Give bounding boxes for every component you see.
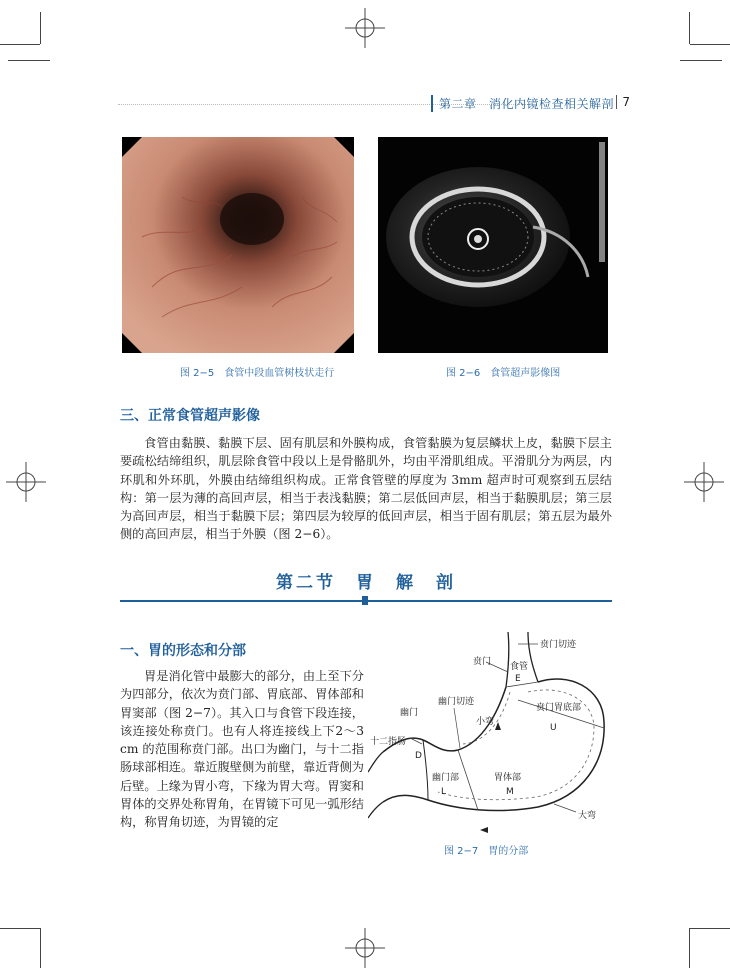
running-header [118,94,630,116]
crop-mark [690,44,730,45]
crop-mark [0,928,40,929]
crop-mark [8,60,50,61]
crop-mark [689,12,690,44]
figure-caption: 图 2−6 食管超声影像图 [446,368,561,379]
body-paragraph [120,667,364,832]
section-title-block [120,568,612,608]
crop-mark [689,928,690,968]
stomach-diagram [368,632,616,836]
crop-mark [40,12,41,44]
chapter-title: 第二章 消化内镜检查相关解剖 [431,95,614,112]
page-number: 7 [616,95,630,109]
label-u: U [550,723,557,733]
registration-mark [345,8,385,48]
label-esophagus: 食管 [510,662,529,672]
crop-mark [680,60,722,61]
endoscopy-photo [122,137,354,353]
label-cardiac-notch: 贲门切迹 [540,640,577,650]
registration-mark [6,462,46,502]
label-pylorus: 幽门 [400,708,419,718]
label-greater-curvature: 大弯 [578,811,597,821]
label-l: L [441,787,447,797]
crop-mark [40,928,41,968]
section-heading: 一、胃的形态和分部 [120,643,246,659]
label-m: M [506,787,514,797]
crop-mark [690,928,730,929]
figure-caption: 图 2−7 胃的分部 [444,846,529,857]
label-angular-notch: 幽门切迹 [438,697,475,707]
label-cardia-fundus: 贲门胃底部 [536,703,582,713]
figure-caption: 图 2−5 食管中段血管树枝状走行 [180,368,335,379]
body-paragraph [120,434,612,544]
crop-mark [0,44,40,45]
label-e: E [515,674,521,684]
registration-mark [345,928,385,968]
section-rule-marker [362,596,368,605]
label-cardia: 贲门 [473,657,492,667]
label-d: D [415,751,422,761]
label-duodenum: 十二指肠 [370,737,407,747]
paragraph-text: 胃是消化管中最膨大的部分，由上至下分为四部分，依次为贲门部、胃底部、胃体部和胃窦部（图 2−7）。其入口与食管下段连接，该连接处称贲门。也有人将连接线上下2～3 cm 的范围称贲门部。出口为幽门，与十二指肠球部相连。靠近腹壁侧为前壁，靠近背侧为后壁。上缘为胃小弯，下缘为胃大弯。胃窦和胃体的交界处称胃角，在胃镜下可见一弧形结构，称胃角切迹，为胃镜的定 [120,669,364,830]
section-heading: 三、正常食管超声影像 [120,408,260,424]
paragraph-text: 食管由黏膜、黏膜下层、固有肌层和外膜构成，食管黏膜为复层鳞状上皮，黏膜下层主要疏松结缔组织，肌层除食管中段以上是骨骼肌外，均由平滑肌组成。平滑肌分为两层，内环肌和外环肌，外膜由结缔组织构成。正常食管壁的厚度为 3mm 超声时可观察到五层结构：第一层为薄的高回声层，相当于表浅黏膜；第二层低回声层，相当于黏膜肌层；第三层为高回声层，相当于黏膜下层；第四层为较厚的低回声层，相当于固有肌层；第五层为最外侧的高回声层，相当于外膜（图 2−6）。 [120,436,612,542]
registration-mark [684,462,724,502]
section-title: 第二节 胃 解 剖 [276,573,456,593]
ultrasound-image [378,137,608,353]
label-body: 胃体部 [494,773,522,783]
label-antrum: 幽门部 [432,773,460,783]
label-lesser-curvature: 小弯 [476,717,495,727]
